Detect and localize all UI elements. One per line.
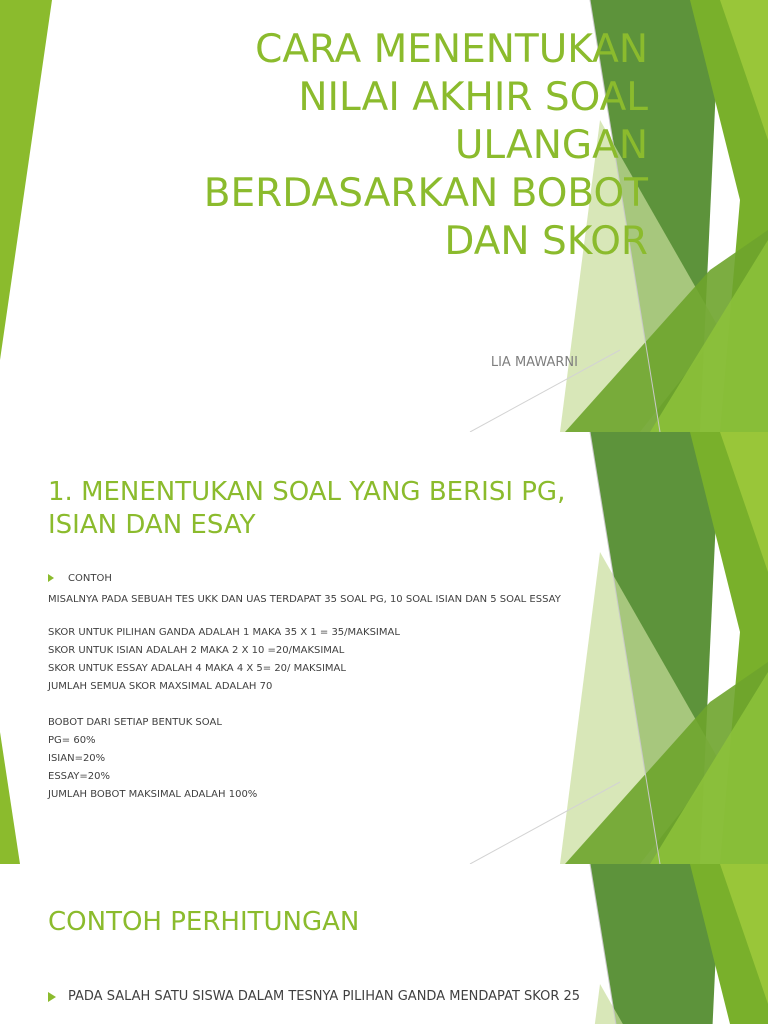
content-body xyxy=(48,570,568,804)
weight-line: PG= 60% xyxy=(48,735,96,746)
section-title: 1. MENENTUKAN SOAL YANG BERISI PG, ISIAN DAN ESAY xyxy=(48,477,566,540)
title-line: NILAI AKHIR SOAL xyxy=(298,75,648,120)
title-line: ULANGAN xyxy=(454,123,648,168)
slide-title xyxy=(0,0,768,432)
content-body xyxy=(48,988,588,1005)
weight-line: BOBOT DARI SETIAP BENTUK SOAL xyxy=(48,717,222,728)
bullet-item xyxy=(48,988,588,1005)
score-line: SKOR UNTUK ISIAN ADALAH 2 MAKA 2 X 10 =20/MAKSIMAL xyxy=(48,645,345,656)
slide-calculation xyxy=(0,864,768,1024)
bullet-text: CONTOH xyxy=(68,573,112,584)
weight-line: ESSAY=20% xyxy=(48,771,110,782)
title-line: BERDASARKAN BOBOT xyxy=(203,171,648,216)
bullet-item xyxy=(48,570,568,588)
score-line: SKOR UNTUK ESSAY ADALAH 4 MAKA 4 X 5= 20/ MAKSIMAL xyxy=(48,663,346,674)
paragraph: MISALNYA PADA SEBUAH TES UKK DAN UAS TERDAPAT 35 SOAL PG, 10 SOAL ISIAN DAN 5 SOAL ESSAY xyxy=(48,594,561,605)
score-line: JUMLAH SEMUA SKOR MAXSIMAL ADALAH 70 xyxy=(48,681,273,692)
weight-line: JUMLAH BOBOT MAKSIMAL ADALAH 100% xyxy=(48,789,258,800)
title-line: CARA MENENTUKAN xyxy=(255,27,648,72)
score-line: SKOR UNTUK PILIHAN GANDA ADALAH 1 MAKA 35 X 1 = 35/MAKSIMAL xyxy=(48,627,400,638)
weight-line: ISIAN=20% xyxy=(48,753,106,764)
section-title: CONTOH PERHITUNGAN xyxy=(48,907,360,937)
slide-title-text xyxy=(100,26,648,266)
bullet-arrow-icon xyxy=(48,992,56,1002)
spacer xyxy=(48,606,568,624)
spacer xyxy=(48,696,568,714)
bullet-arrow-icon xyxy=(48,574,54,582)
bullet-text: PADA SALAH SATU SISWA DALAM TESNYA PILIHAN GANDA MENDAPAT SKOR 25 xyxy=(68,989,581,1004)
slide-content xyxy=(0,432,768,864)
title-line: DAN SKOR xyxy=(444,219,648,264)
author-name: LIA MAWARNI xyxy=(490,355,578,370)
